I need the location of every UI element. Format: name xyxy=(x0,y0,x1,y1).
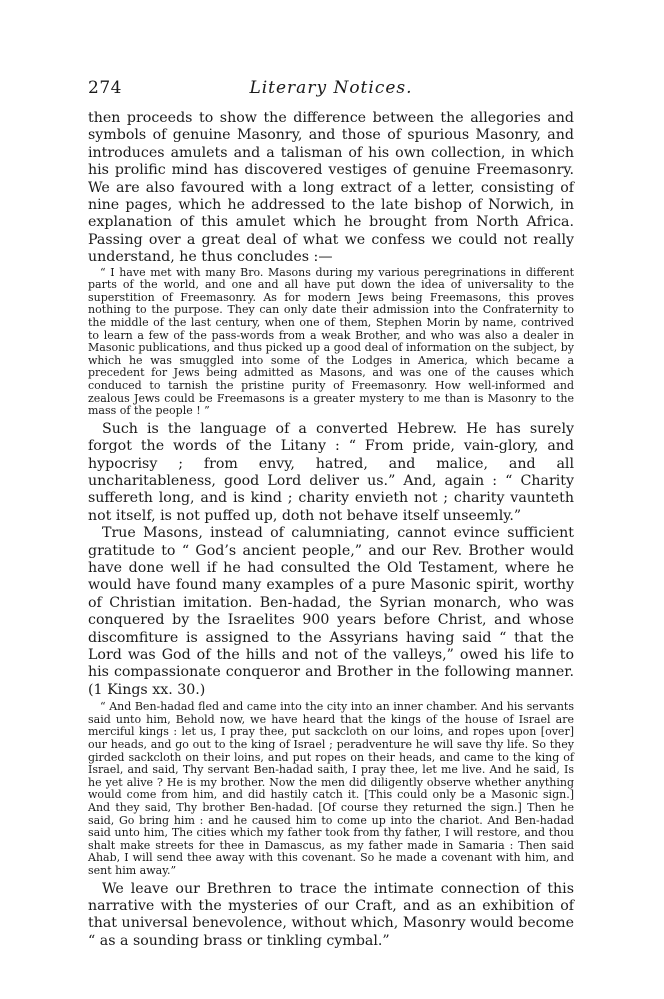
paragraph-3: True Masons, instead of calumniating, cannot evince sufficient gratitude to “ God’s ancient people,” and our Rev. Brother would have done well if he had consulted the Old Testament, where he would have found many examples of a pure Masonic spirit, worthy of Christian imitation. Ben-hadad, the Syrian monarch, who was conquered by the Israelites 900 years before Christ, and whose discomfiture is assigned to the Assyrians having said “ that the Lord was God of the hills and not of the valleys,” owed his life to his compassionate conqueror and Brother in the following manner. (1 Kings xx. 30.) xyxy=(88,525,574,698)
page xyxy=(88,78,574,950)
block-quote-2: “ And Ben-hadad fled and came into the city into an inner chamber. And his servants said unto him, Behold now, we have heard that the kings of the house of Israel are merciful kings : let us, I pray thee, put sackcloth on our loins, and ropes upon [over] our heads, and go out to the king of Israel ; peradventure he will save thy life. So they girded sackcloth on their loins, and put ropes on their heads, and came to the king of Israel, and said, Thy servant Ben-hadad saith, I pray thee, let me live. And he said, Is he yet alive ? He is my brother. Now the men did diligently observe whether anything would come from him, and did hastily catch it. [This could only be a Masonic sign.] And they said, Thy brother Ben-hadad. [Of course they returned the sign.] Then he said, Go bring him : and he caused him to come up into the chariot. And Ben-hadad said unto him, The cities which my father took from thy father, I will restore, and thou shalt make streets for thee in Damascus, as my father made in Samaria : Then said Ahab, I will send thee away with this covenant. So he made a covenant with him, and sent him away.” xyxy=(88,700,574,877)
running-header xyxy=(88,78,574,110)
block-quote-1: “ I have met with many Bro. Masons during my various peregrinations in different parts of the world, and one and all have put down the idea of universality to the superstition of Freemasonry. As for modern Jews being Freemasons, this proves nothing to the purpose. They can only date their admission into the Confraternity to the middle of the last century, when one of them, Stephen Morin by name, contrived to learn a few of the pass-words from a weak Brother, and who was also a dealer in Masonic publications, and thus picked up a good deal of information on the subject, by which he was smuggled into some of the Lodges in America, which became a precedent for Jews being admitted as Masons, and was one of the causes which conduced to tarnish the pristine purity of Freemasonry. How well-informed and zealous Jews could be Freemasons is a greater mystery to me than is Masonry to the mass of the people ! ” xyxy=(88,265,574,418)
paragraph-2: Such is the language of a converted Hebrew. He has surely forgot the words of the Litany : “ From pride, vain-glory, and hypocrisy ; from envy, hatred, and malice, and all uncharitableness, good Lord deliver us.” And, again : “ Charity suffereth long, and is kind ; charity envieth not ; charity vaunteth not itself, is not puffed up, doth not behave itself unseemly.” xyxy=(88,420,574,524)
running-title: Literary Notices. xyxy=(249,78,413,98)
paragraph-1: then proceeds to show the difference between the allegories and symbols of genuine Masonry, and those of spurious Masonry, and introduces amulets and a talisman of his own collection, in which his prolific mind has discovered vestiges of genuine Freemasonry. We are also favoured with a long extract of a letter, consisting of nine pages, which he addressed to the late bishop of Norwich, in explanation of this amulet which he brought from North Africa. Passing over a great deal of what we confess we could not really understand, he thus concludes :— xyxy=(88,110,574,266)
page-number: 274 xyxy=(88,78,122,98)
paragraph-4: We leave our Brethren to trace the intimate connection of this narrative with the mysteries of our Craft, and as an exhibition of that universal benevolence, without which, Masonry would become “ as a sounding brass or tinkling cymbal.” xyxy=(88,880,574,949)
